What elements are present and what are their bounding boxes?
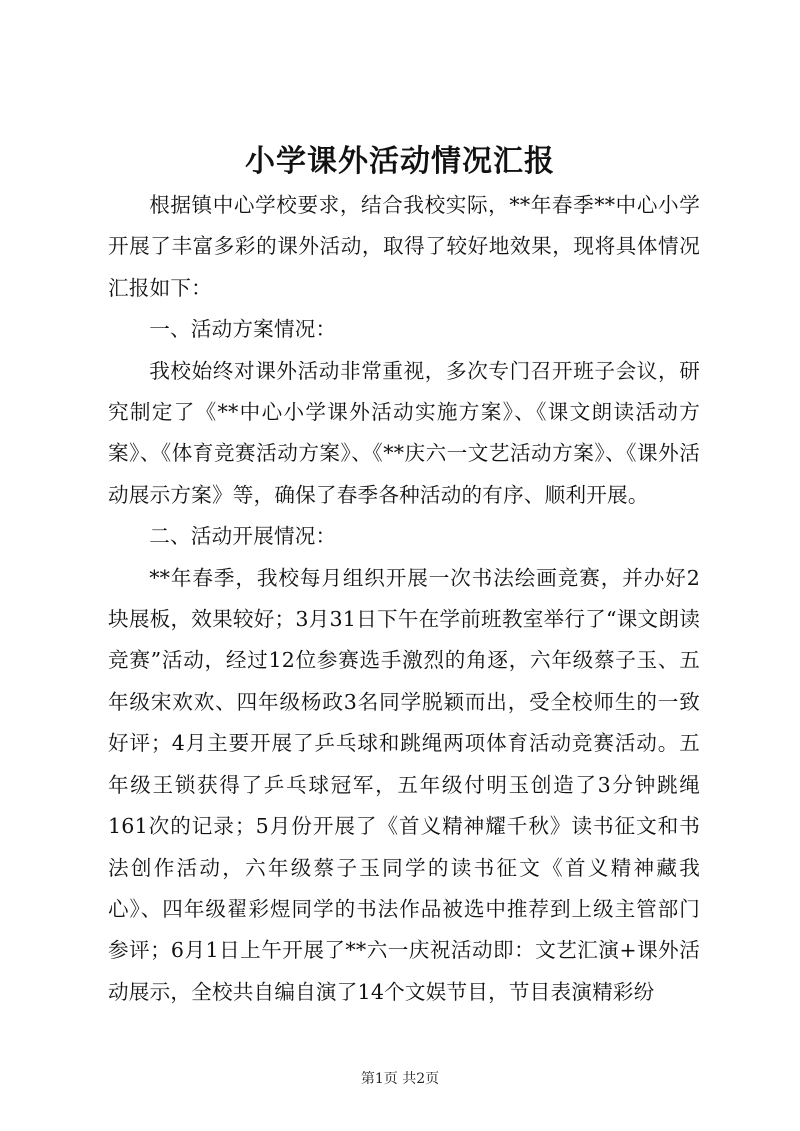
document-body: [108, 185, 700, 1013]
section-heading-plan: 一、活动方案情况：: [149, 317, 337, 342]
paragraph-plan: 我校始终对课外活动非常重视，多次专门召开班子会议，研究制定了《**中心小学课外活动实施方案》、《课文朗读活动方案》、《体育竞赛活动方案》、《**庆六一文艺活动方案》、《课外活动展示方案》等，确保了春季各种活动的有序、顺利开展。: [108, 358, 700, 507]
paragraph-intro: 根据镇中心学校要求，结合我校实际，**年春季**中心小学开展了丰富多彩的课外活动，取得了较好地效果，现将具体情况汇报如下：: [108, 193, 700, 300]
document-title: 小学课外活动情况汇报: [245, 144, 555, 179]
page-number-footer: 第1页 共2页: [360, 1071, 440, 1087]
paragraph-activities: **年春季，我校每月组织开展一次书法绘画竞赛，并办好2块展板，效果较好；3月31日下午在学前班教室举行了“课文朗读竞赛”活动，经过12位参赛选手激烈的角逐，六年级蔡子玉、五年级宋欢欢、四年级杨政3名同学脱颖而出，受全校师生的一致好评；4月主要开展了乒乓球和跳绳两项体育活动竞赛活动。五年级王锁获得了乒乓球冠军，五年级付明玉创造了3分钟跳绳161次的记录；5月份开展了《首义精神耀千秋》读书征文和书法创作活动，六年级蔡子玉同学的读书征文《首义精神藏我心》、四年级翟彩煜同学的书法作品被选中推荐到上级主管部门参评；6月1日上午开展了**六一庆祝活动即：文艺汇演+课外活动展示，全校共自编自演了14个文娱节目，节目表演精彩纷: [108, 565, 700, 1004]
section-heading-activities: 二、活动开展情况：: [149, 524, 337, 549]
